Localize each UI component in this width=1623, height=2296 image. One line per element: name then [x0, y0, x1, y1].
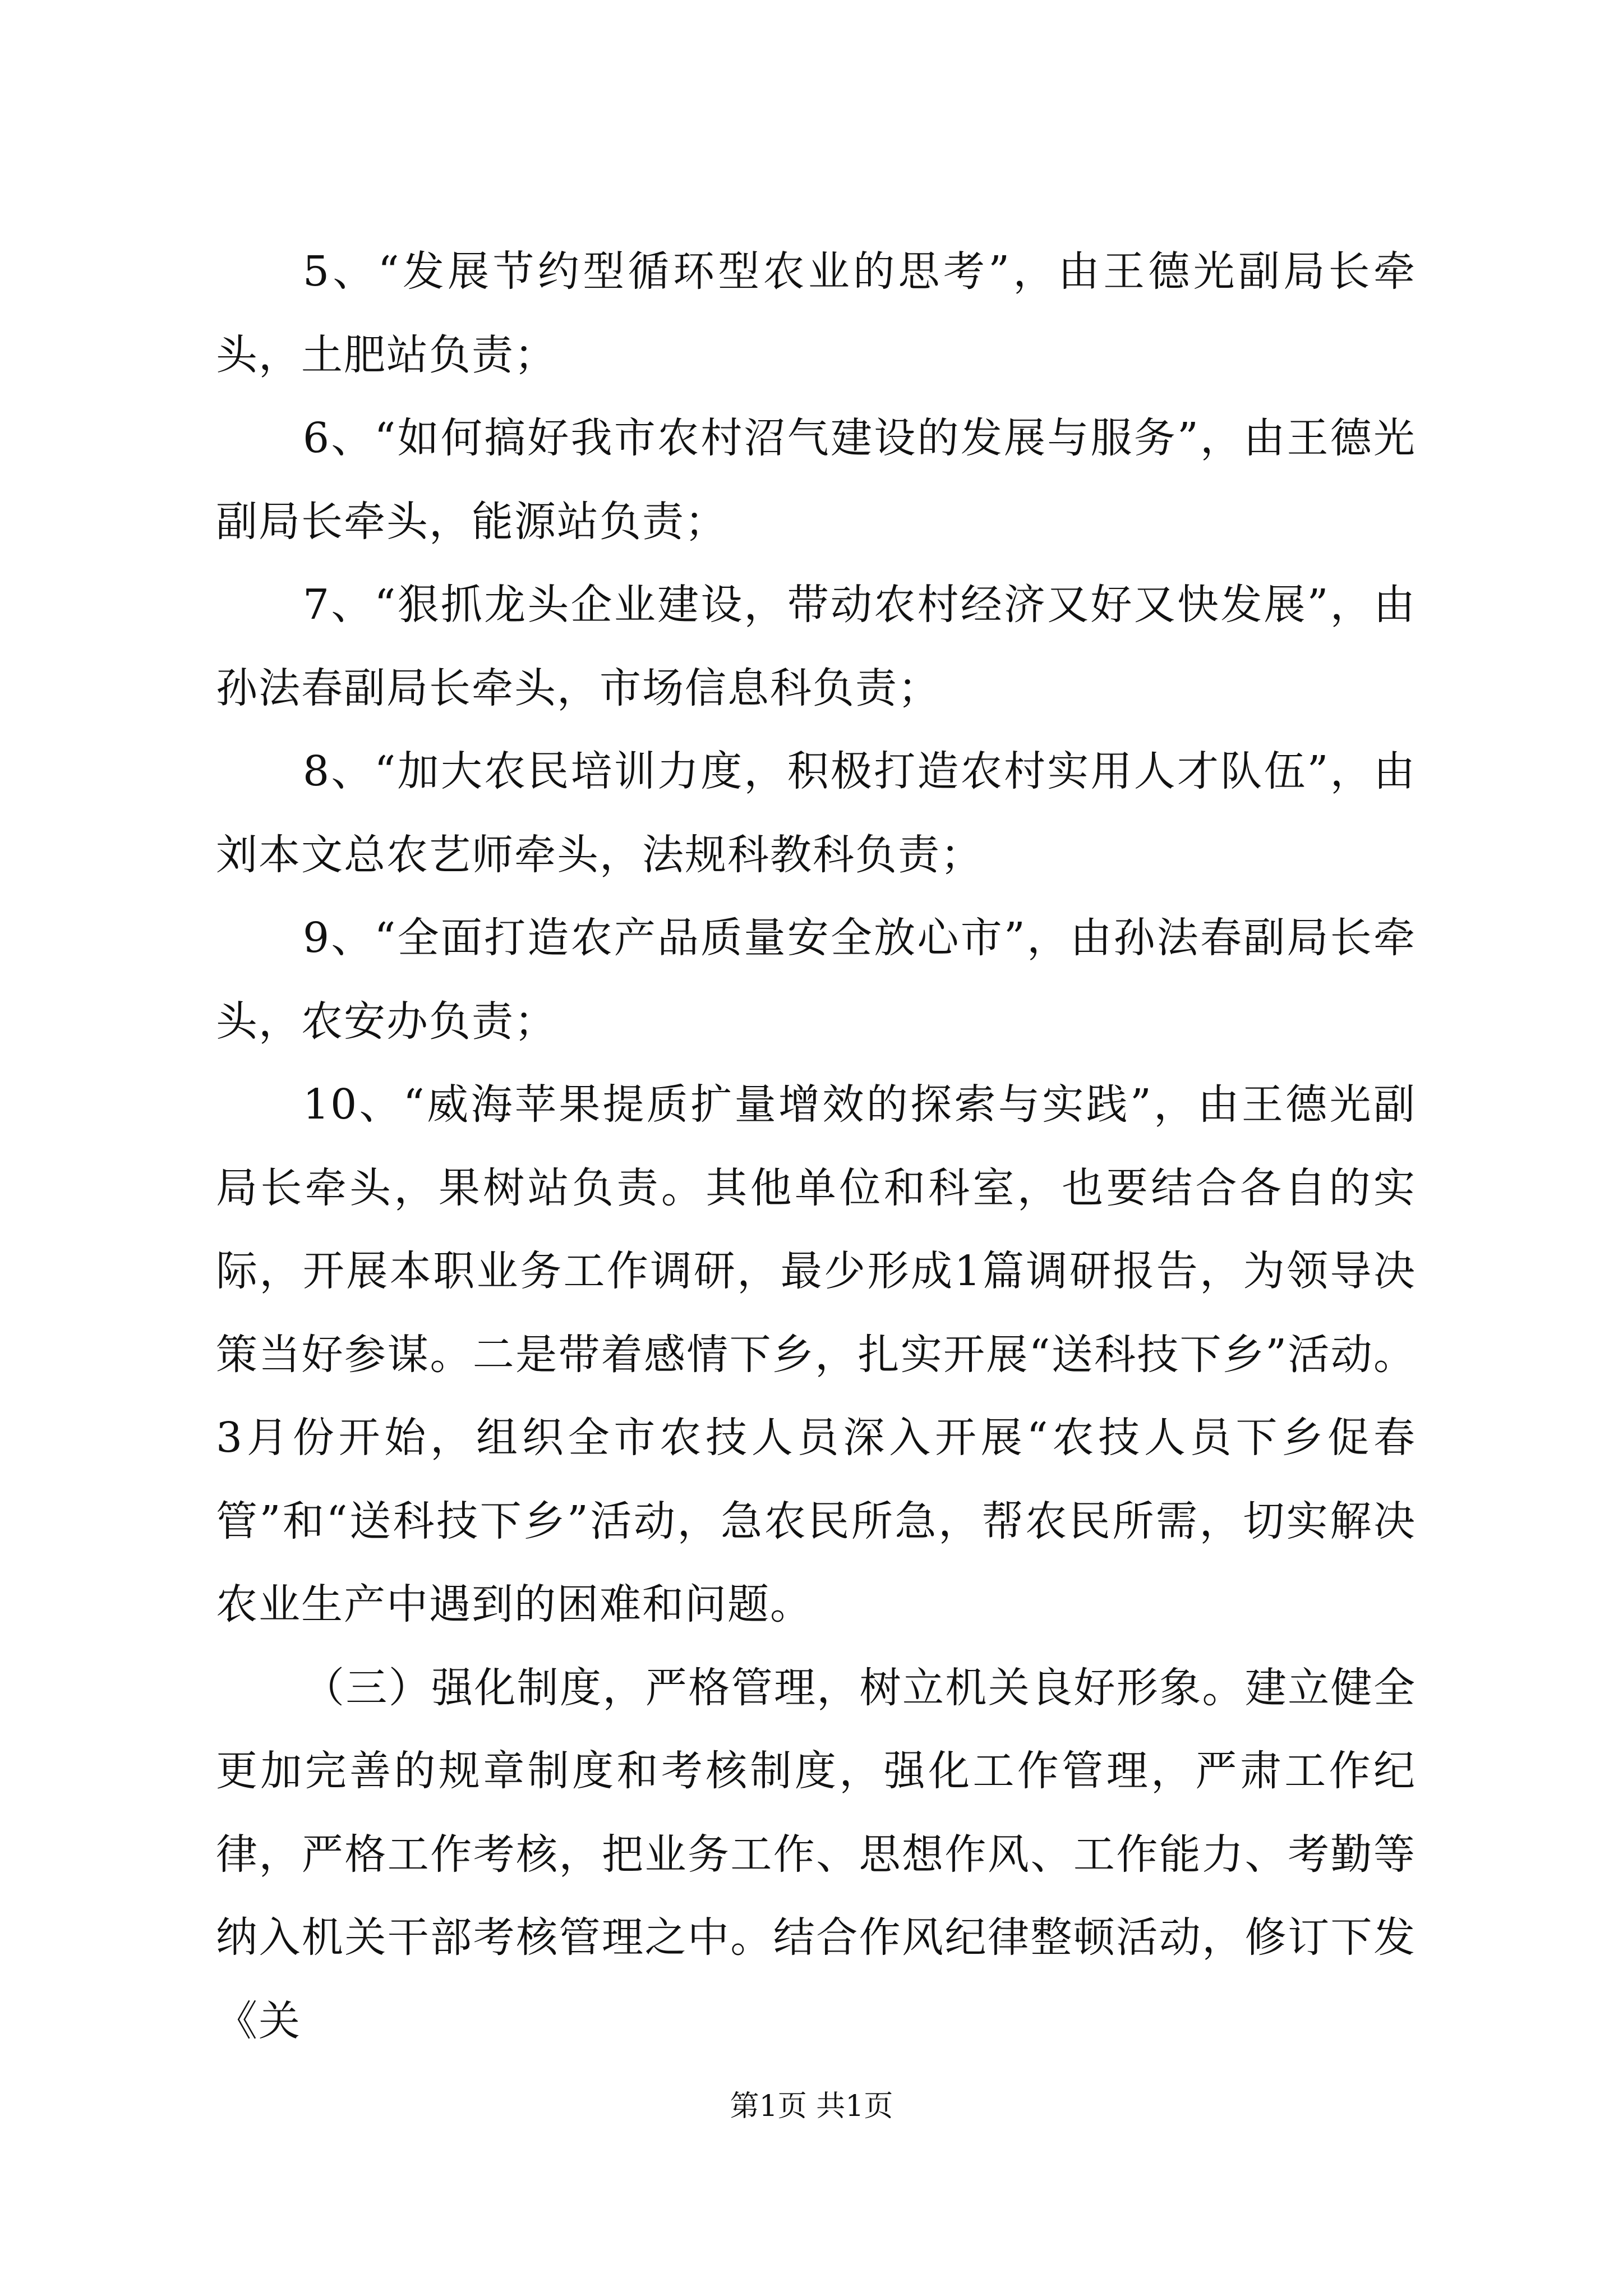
document-body	[216, 230, 1416, 2063]
paragraph-section-3: （三）强化制度，严格管理，树立机关良好形象。建立健全更加完善的规章制度和考核制度，强化工作管理，严肃工作纪律，严格工作考核，把业务工作、思想作风、工作能力、考勤等纳入机关干部考核管理之中。结合作风纪律整顿活动，修订下发《关	[216, 1663, 1416, 2045]
paragraph-item-7: 7、“狠抓龙头企业建设，带动农村经济又好又快发展”，由孙法春副局长牵头，市场信息科负责；	[216, 581, 1416, 712]
paragraph-item-10: 10、“威海苹果提质扩量增效的探索与实践”，由王德光副局长牵头，果树站负责。其他单位和科室，也要结合各自的实际，开展本职业务工作调研，最少形成1篇调研报告，为领导决策当好参谋。二是带着感情下乡，扎实开展“送科技下乡”活动。3月份开始，组织全市农技人员深入开展“农技人员下乡促春管”和“送科技下乡”活动，急农民所急，帮农民所需，切实解决农业生产中遇到的困难和问题。	[216, 1080, 1416, 1628]
paragraph-item-9: 9、“全面打造农产品质量安全放心市”，由孙法春副局长牵头，农安办负责；	[216, 914, 1416, 1046]
page-footer	[0, 2087, 1623, 2126]
paragraph-item-6: 6、“如何搞好我市农村沼气建设的发展与服务”，由王德光副局长牵头，能源站负责；	[216, 414, 1416, 546]
paragraph-item-8: 8、“加大农民培训力度，积极打造农村实用人才队伍”，由刘本文总农艺师牵头，法规科教科负责；	[216, 747, 1416, 879]
page-number-label: 第1页 共1页	[730, 2090, 893, 2123]
paragraph-item-5: 5、“发展节约型循环型农业的思考”，由王德光副局长牵头，土肥站负责；	[216, 247, 1416, 379]
